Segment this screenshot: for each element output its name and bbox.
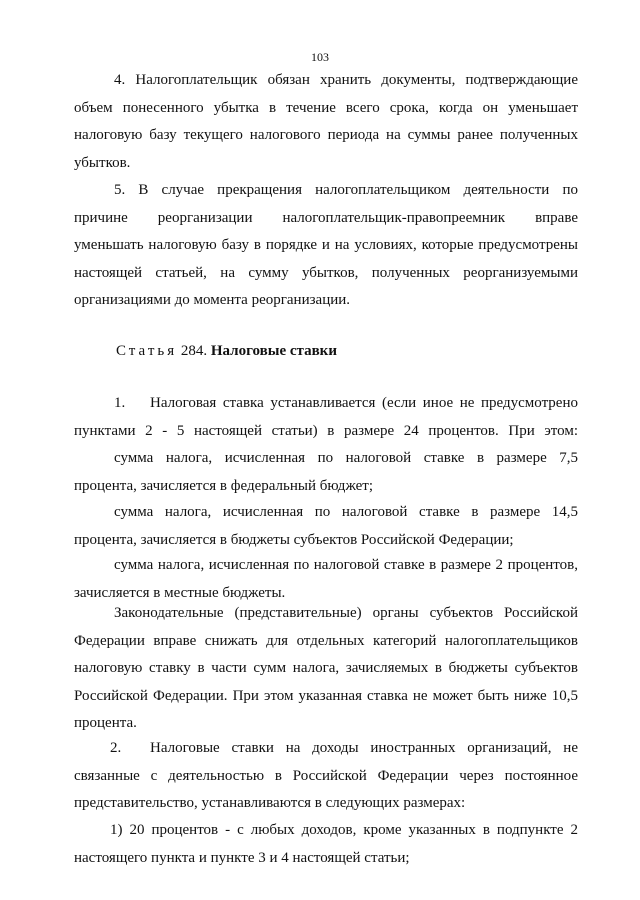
text-line: сумма налога, исчисленная по налоговой ставке в размере 14,5 xyxy=(114,504,578,520)
text-line: причине реорганизации налогоплательщик-правопреемник вправе xyxy=(74,209,578,226)
text-line: 5. В случае прекращения налогоплательщиком деятельности по xyxy=(114,182,578,198)
text-line: налоговую ставку в части сумм налога, зачисляемых в бюджеты субъектов xyxy=(74,660,578,676)
legislative-paragraph xyxy=(74,600,578,738)
text-line: настоящей статьей, на сумму убытков, полученных реорганизуемыми xyxy=(74,264,578,281)
text-line: Законодательные (представительные) органы субъектов Российской xyxy=(114,605,578,621)
clause-2 xyxy=(74,735,578,818)
paragraph-5 xyxy=(74,177,578,315)
clause-1 xyxy=(74,390,578,445)
article-label: Статья xyxy=(116,343,178,359)
rate-local xyxy=(74,552,578,607)
clause-number: 2. xyxy=(110,740,122,756)
rate-federal xyxy=(74,445,578,500)
text-line: сумма налога, исчисленная по налоговой ставке в размере 2 процентов, xyxy=(114,557,578,573)
text-line: организациями до момента реорганизации. xyxy=(74,292,351,308)
text-line: процента, зачисляется в федеральный бюджет; xyxy=(74,477,373,494)
text-line: объем понесенного убытка в течение всего срока, когда он уменьшает xyxy=(74,99,578,116)
article-title: Налоговые ставки xyxy=(210,343,337,359)
item-1 xyxy=(74,817,578,872)
article-heading xyxy=(116,338,576,366)
text-line: убытков. xyxy=(74,154,131,171)
clause-1-first-line xyxy=(74,390,578,418)
rate-regional xyxy=(74,499,578,554)
paragraph-4 xyxy=(74,67,578,177)
clause-number: 1. xyxy=(114,395,126,411)
text-line: Налоговые ставки на доходы иностранных организаций, не xyxy=(150,740,578,756)
text-line: связанные с деятельностью в Российской Федерации через постоянное xyxy=(74,767,578,784)
text-line: процента, зачисляется в бюджеты субъектов Российской Федерации; xyxy=(74,531,514,548)
text-line: 1) 20 процентов - с любых доходов, кроме указанных в подпункте 2 xyxy=(110,822,578,838)
text-line: представительство, устанавливаются в следующих размерах: xyxy=(74,795,466,811)
text-line: уменьшать налоговую базу в порядке и на условиях, которые предусмотрены xyxy=(74,237,578,253)
text-line: Налоговая ставка устанавливается (если иное не предусмотрено xyxy=(150,395,578,411)
text-line: Федерации вправе снижать для отдельных категорий налогоплательщиков xyxy=(74,632,578,649)
text-line: зачисляется в местные бюджеты. xyxy=(74,584,286,601)
article-number: 284. xyxy=(180,343,208,359)
text-line: пунктами 2 - 5 настоящей статьи) в размере 24 процентов. При этом: xyxy=(74,422,578,439)
text-line: 4. Налогоплательщик обязан хранить документы, подтверждающие xyxy=(114,72,578,88)
text-line: Российской Федерации. При этом указанная ставка не может быть ниже 10,5 xyxy=(74,687,578,704)
text-line: процента. xyxy=(74,715,137,731)
text-line: налоговую базу текущего налогового периода на суммы ранее полученных xyxy=(74,127,578,143)
page-number: 103 xyxy=(311,50,329,64)
text-line: настоящего пункта и пункте 3 и 4 настоящей статьи; xyxy=(74,849,410,866)
text-line: сумма налога, исчисленная по налоговой ставке в размере 7,5 xyxy=(114,450,578,466)
clause-2-first-line xyxy=(74,735,578,763)
